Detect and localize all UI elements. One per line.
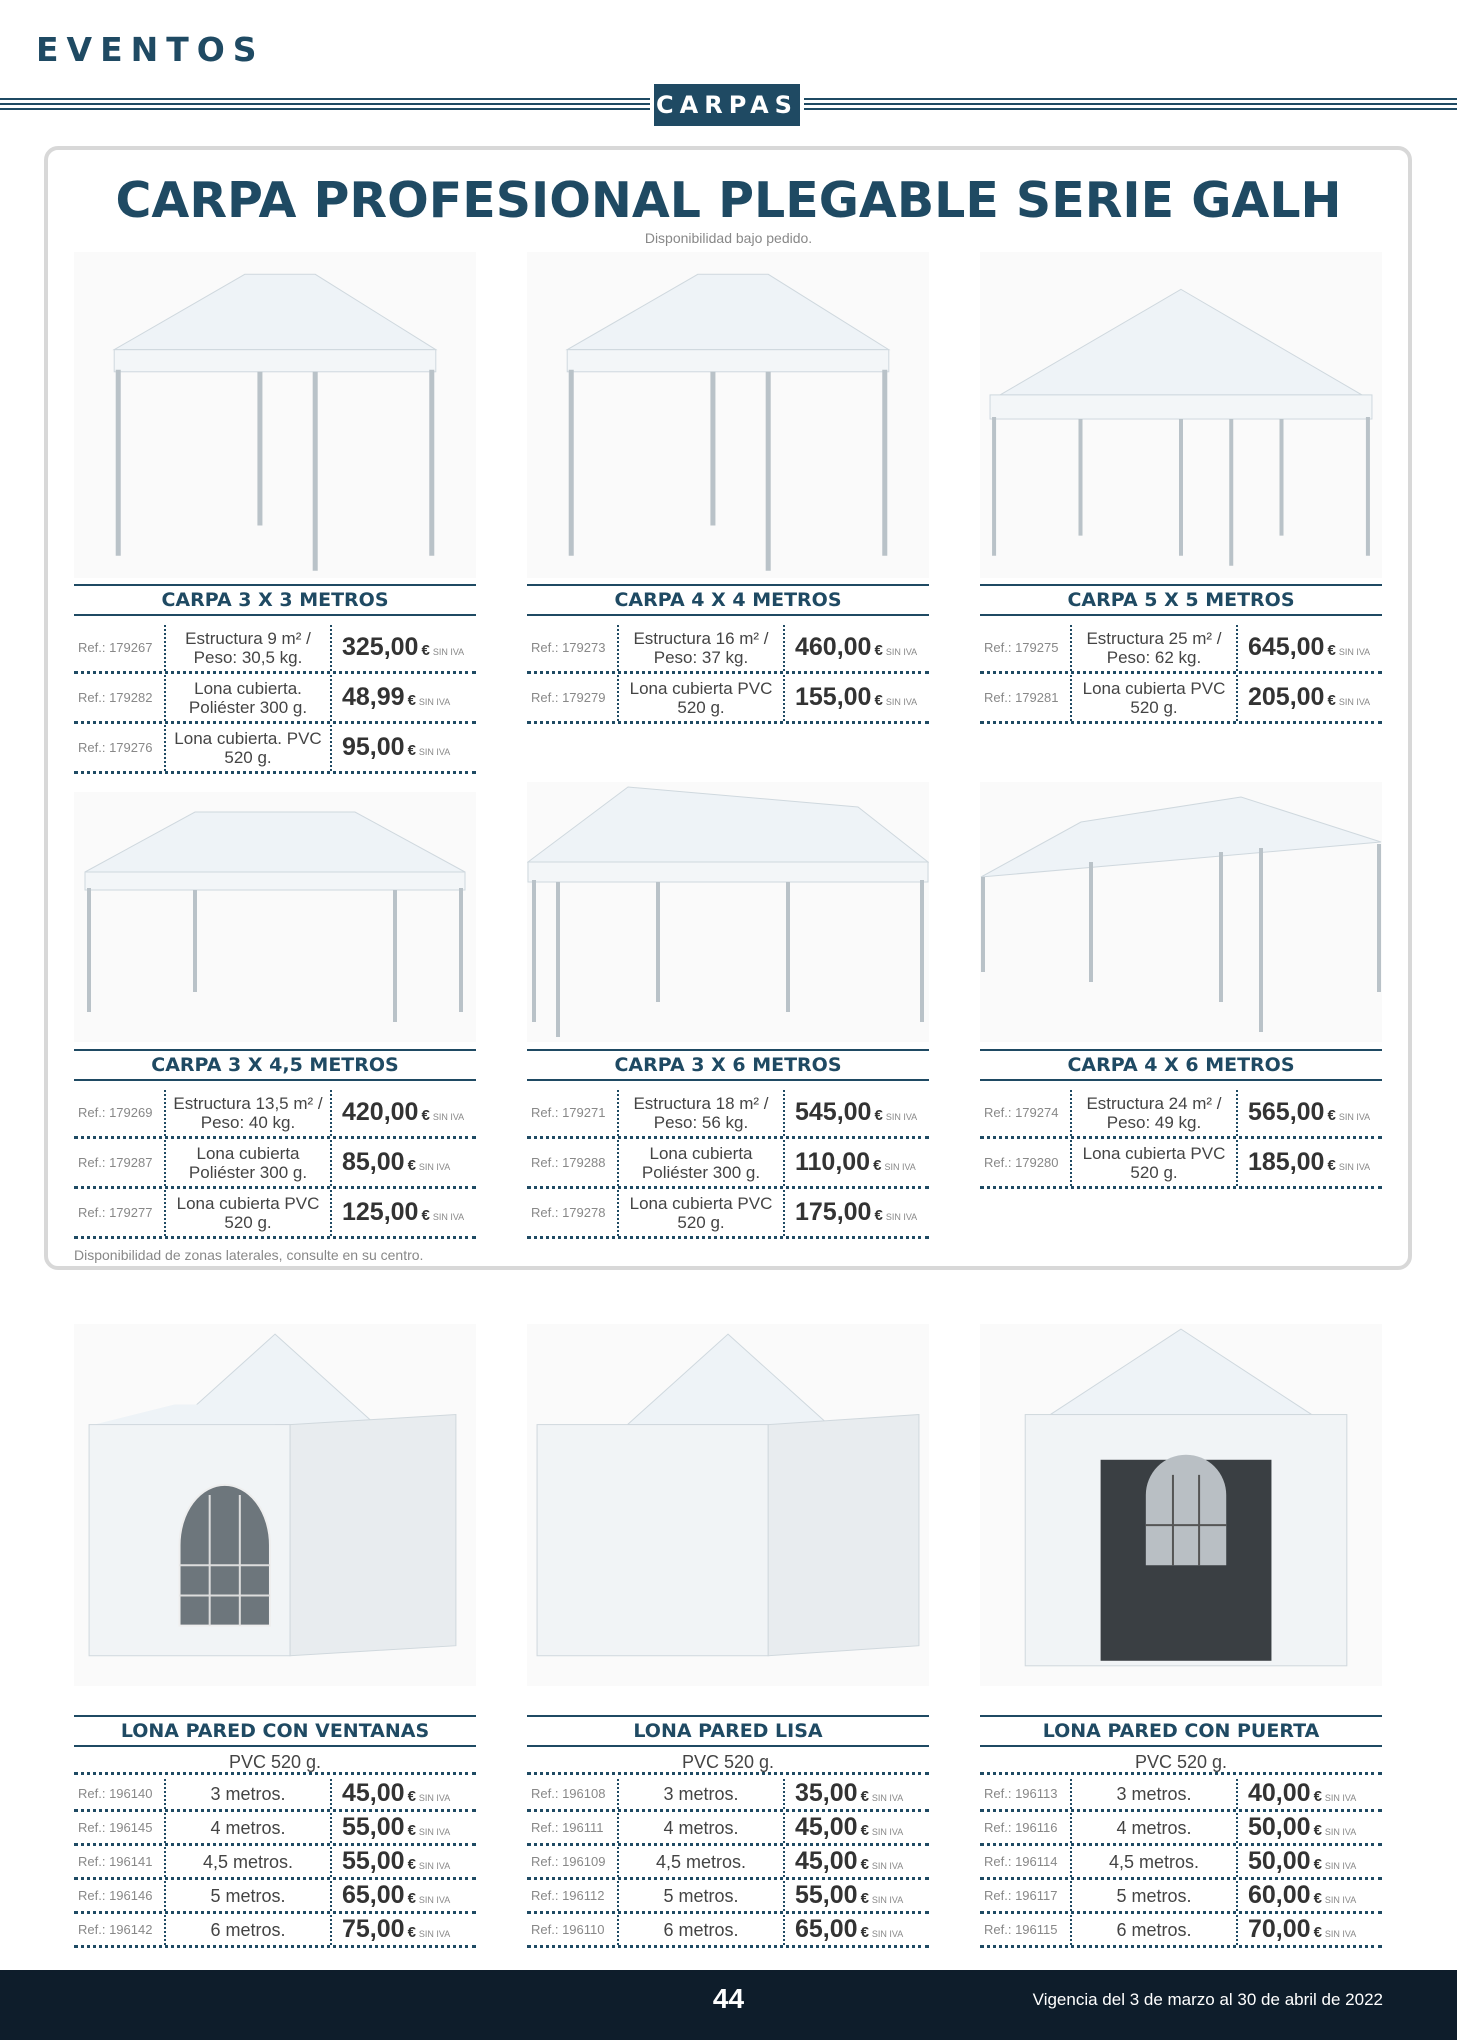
table-row: [74, 624, 476, 674]
ref-code: Ref.: 179288: [527, 1140, 619, 1186]
ref-code: Ref.: 196109: [527, 1847, 619, 1877]
description: 5 metros.: [1072, 1881, 1238, 1911]
price: 545,00 € SIN IVA: [795, 1098, 918, 1126]
description: 4,5 metros.: [166, 1847, 332, 1877]
price: 460,00 € SIN IVA: [795, 633, 918, 661]
material-label: PVC 520 g.: [74, 1749, 476, 1775]
table-row: [74, 1189, 476, 1239]
ref-code: Ref.: 196146: [74, 1881, 166, 1911]
ref-code: Ref.: 196112: [527, 1881, 619, 1911]
price: 55,00 € SIN IVA: [342, 1847, 451, 1875]
price: 40,00 € SIN IVA: [1248, 1779, 1357, 1807]
description: 3 metros.: [1072, 1779, 1238, 1809]
table-row: [980, 1914, 1382, 1948]
description: Lona cubierta. Poliéster 300 g.: [166, 675, 332, 721]
price: 95,00 € SIN IVA: [342, 733, 451, 761]
table-row: [980, 1812, 1382, 1846]
availability-note: Disponibilidad de zonas laterales, consulte en su centro.: [74, 1247, 424, 1263]
ref-code: Ref.: 196111: [527, 1813, 619, 1843]
description: 4 metros.: [166, 1813, 332, 1843]
table-row: [74, 1846, 476, 1880]
section-header: EVENTOS: [36, 30, 265, 69]
table-row: [74, 1089, 476, 1139]
price: 60,00 € SIN IVA: [1248, 1881, 1357, 1909]
table-row: [74, 1139, 476, 1189]
ref-code: Ref.: 196116: [980, 1813, 1072, 1843]
product-title: CARPA 3 X 6 METROS: [527, 1049, 929, 1081]
price: 125,00 € SIN IVA: [342, 1198, 465, 1226]
price: 50,00 € SIN IVA: [1248, 1847, 1357, 1875]
product-title: LONA PARED LISA: [527, 1715, 929, 1747]
price: 420,00 € SIN IVA: [342, 1098, 465, 1126]
price: 75,00 € SIN IVA: [342, 1915, 451, 1943]
ref-code: Ref.: 179267: [74, 625, 166, 671]
product-title: CARPA 4 X 6 METROS: [980, 1049, 1382, 1081]
ref-code: Ref.: 179274: [980, 1090, 1072, 1136]
price: 55,00 € SIN IVA: [342, 1813, 451, 1841]
tent-image: [980, 782, 1382, 1042]
table-row: [74, 674, 476, 724]
ref-code: Ref.: 196145: [74, 1813, 166, 1843]
product-title: LONA PARED CON VENTANAS: [74, 1715, 476, 1747]
description: Estructura 24 m² / Peso: 49 kg.: [1072, 1090, 1238, 1136]
price: 645,00 € SIN IVA: [1248, 633, 1371, 661]
ref-code: Ref.: 196117: [980, 1881, 1072, 1911]
price: 65,00 € SIN IVA: [795, 1915, 904, 1943]
table-row: [74, 1914, 476, 1948]
price-table: [980, 624, 1382, 724]
description: Lona cubierta Poliéster 300 g.: [619, 1140, 785, 1186]
description: 6 metros.: [166, 1915, 332, 1945]
price: 45,00 € SIN IVA: [795, 1813, 904, 1841]
price-table: [527, 1089, 929, 1239]
price: 55,00 € SIN IVA: [795, 1881, 904, 1909]
table-row: [527, 1812, 929, 1846]
price: 85,00 € SIN IVA: [342, 1148, 451, 1176]
description: 4 metros.: [619, 1813, 785, 1843]
price-table: [74, 1089, 476, 1239]
table-row: [527, 1189, 929, 1239]
table-row: [980, 1089, 1382, 1139]
description: 4 metros.: [1072, 1813, 1238, 1843]
price: 565,00 € SIN IVA: [1248, 1098, 1371, 1126]
ref-code: Ref.: 179275: [980, 625, 1072, 671]
price-table: [527, 624, 929, 724]
price-table: [980, 1089, 1382, 1189]
description: Lona cubierta PVC 520 g.: [1072, 1140, 1238, 1186]
table-row: [527, 624, 929, 674]
ref-code: Ref.: 196108: [527, 1779, 619, 1809]
description: 5 metros.: [619, 1881, 785, 1911]
ref-code: Ref.: 179281: [980, 675, 1072, 721]
price: 65,00 € SIN IVA: [342, 1881, 451, 1909]
ref-code: Ref.: 196110: [527, 1915, 619, 1945]
validity-text: Vigencia del 3 de marzo al 30 de abril de 2022: [1032, 1990, 1383, 2009]
table-row: [980, 1846, 1382, 1880]
table-row: [980, 1880, 1382, 1914]
price: 45,00 € SIN IVA: [795, 1847, 904, 1875]
tent-wall-image: [74, 1324, 476, 1686]
description: Estructura 18 m² / Peso: 56 kg.: [619, 1090, 785, 1136]
table-row: [74, 1880, 476, 1914]
price: 48,99 € SIN IVA: [342, 683, 451, 711]
price: 35,00 € SIN IVA: [795, 1779, 904, 1807]
tent-wall-image: [980, 1324, 1382, 1686]
table-row: [527, 1880, 929, 1914]
ref-code: Ref.: 179278: [527, 1190, 619, 1236]
ref-code: Ref.: 179279: [527, 675, 619, 721]
description: Lona cubierta. PVC 520 g.: [166, 725, 332, 771]
category-tab: CARPAS: [650, 84, 804, 126]
price: 110,00 € SIN IVA: [795, 1148, 916, 1176]
description: 3 metros.: [619, 1779, 785, 1809]
tent-image: [980, 252, 1382, 578]
table-row: [527, 1089, 929, 1139]
product-title: LONA PARED CON PUERTA: [980, 1715, 1382, 1747]
price-table: [74, 1778, 476, 1948]
price: 205,00 € SIN IVA: [1248, 683, 1371, 711]
ref-code: Ref.: 179276: [74, 725, 166, 771]
price: 325,00 € SIN IVA: [342, 633, 465, 661]
ref-code: Ref.: 179280: [980, 1140, 1072, 1186]
price: 155,00 € SIN IVA: [795, 683, 918, 711]
price: 175,00 € SIN IVA: [795, 1198, 918, 1226]
tent-image: [527, 782, 929, 1042]
main-title: CARPA PROFESIONAL PLEGABLE SERIE GALH: [115, 172, 1342, 229]
table-row: [527, 1846, 929, 1880]
ref-code: Ref.: 179287: [74, 1140, 166, 1186]
tent-wall-image: [527, 1324, 929, 1686]
description: Lona cubierta PVC 520 g.: [166, 1190, 332, 1236]
table-row: [74, 724, 476, 774]
table-row: [527, 1914, 929, 1948]
tent-image: [74, 252, 476, 578]
ref-code: Ref.: 196142: [74, 1915, 166, 1945]
price-table: [980, 1778, 1382, 1948]
tent-image: [527, 252, 929, 578]
description: 5 metros.: [166, 1881, 332, 1911]
description: 6 metros.: [619, 1915, 785, 1945]
table-row: [980, 1139, 1382, 1189]
price: 45,00 € SIN IVA: [342, 1779, 451, 1807]
table-row: [980, 674, 1382, 724]
description: 3 metros.: [166, 1779, 332, 1809]
page-number: 44: [712, 1983, 745, 2014]
price: 70,00 € SIN IVA: [1248, 1915, 1357, 1943]
ref-code: Ref.: 196114: [980, 1847, 1072, 1877]
description: Lona cubierta PVC 520 g.: [1072, 675, 1238, 721]
ref-code: Ref.: 196141: [74, 1847, 166, 1877]
price-table: [527, 1778, 929, 1948]
ref-code: Ref.: 196140: [74, 1779, 166, 1809]
price: 50,00 € SIN IVA: [1248, 1813, 1357, 1841]
product-title: CARPA 3 X 3 METROS: [74, 584, 476, 616]
table-row: [527, 1778, 929, 1812]
product-title: CARPA 5 X 5 METROS: [980, 584, 1382, 616]
ref-code: Ref.: 196115: [980, 1915, 1072, 1945]
description: Estructura 25 m² / Peso: 62 kg.: [1072, 625, 1238, 671]
table-row: [74, 1812, 476, 1846]
main-subtitle: Disponibilidad bajo pedido.: [644, 230, 813, 246]
material-label: PVC 520 g.: [980, 1749, 1382, 1775]
ref-code: Ref.: 179277: [74, 1190, 166, 1236]
tent-image: [74, 792, 476, 1042]
description: 4,5 metros.: [619, 1847, 785, 1877]
description: Lona cubierta Poliéster 300 g.: [166, 1140, 332, 1186]
description: 6 metros.: [1072, 1915, 1238, 1945]
ref-code: Ref.: 179271: [527, 1090, 619, 1136]
product-title: CARPA 4 X 4 METROS: [527, 584, 929, 616]
description: Estructura 9 m² / Peso: 30,5 kg.: [166, 625, 332, 671]
price-table: [74, 624, 476, 774]
ref-code: Ref.: 179273: [527, 625, 619, 671]
table-row: [980, 624, 1382, 674]
ref-code: Ref.: 196113: [980, 1779, 1072, 1809]
table-row: [980, 1778, 1382, 1812]
description: Lona cubierta PVC 520 g.: [619, 1190, 785, 1236]
description: 4,5 metros.: [1072, 1847, 1238, 1877]
description: Estructura 13,5 m² / Peso: 40 kg.: [166, 1090, 332, 1136]
description: Lona cubierta PVC 520 g.: [619, 675, 785, 721]
ref-code: Ref.: 179282: [74, 675, 166, 721]
table-row: [527, 1139, 929, 1189]
product-title: CARPA 3 X 4,5 METROS: [74, 1049, 476, 1081]
table-row: [527, 674, 929, 724]
description: Estructura 16 m² / Peso: 37 kg.: [619, 625, 785, 671]
table-row: [74, 1778, 476, 1812]
ref-code: Ref.: 179269: [74, 1090, 166, 1136]
material-label: PVC 520 g.: [527, 1749, 929, 1775]
price: 185,00 € SIN IVA: [1248, 1148, 1371, 1176]
